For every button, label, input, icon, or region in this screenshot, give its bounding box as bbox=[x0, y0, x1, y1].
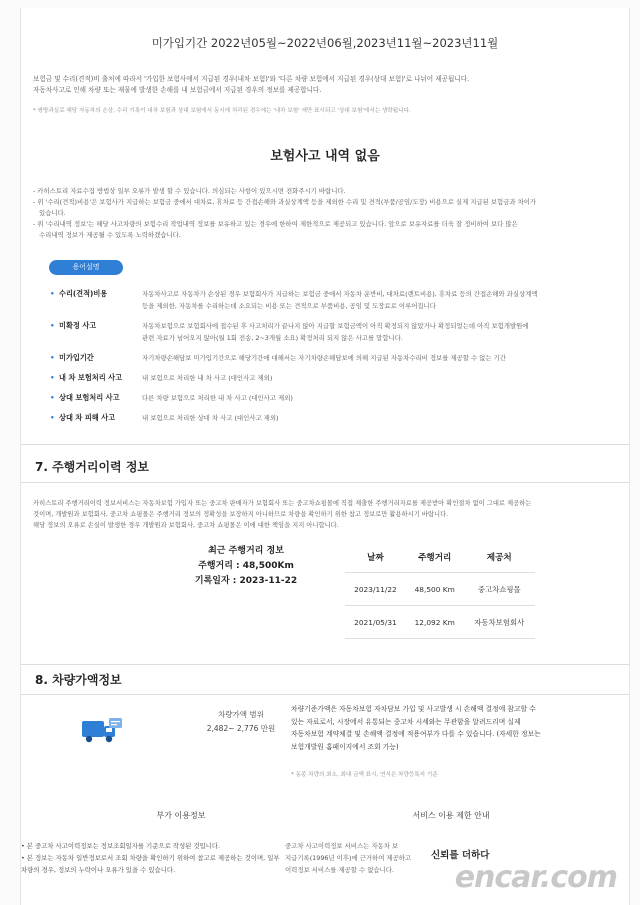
trust-slogan: 신뢰를 더하다 bbox=[431, 850, 490, 861]
service-limit-title: 서비스 이용 제한 안내 bbox=[412, 811, 490, 820]
recent-mileage-date: 기록일자 : 2023-11-22 bbox=[194, 576, 298, 586]
recent-mileage-value: 주행거리 : 48,500Km bbox=[198, 561, 294, 571]
note-item: 수리내역 정보가 제공될 수 있도록 노력하겠습니다. bbox=[39, 231, 181, 239]
table-cell: 12,092 Km bbox=[406, 606, 464, 639]
glossary-term: • 수리(견적)비용 bbox=[59, 288, 139, 300]
no-accident-history: 보험사고 내역 없음 bbox=[270, 149, 380, 164]
table-row bbox=[345, 573, 535, 606]
intro-text: 보험금 및 수리(견적)비 출처에 따라서 '가입한 보험사에서 지급된 경우(내차 보험)'와 '다른 차량 보험에서 지급된 경우(상대 보험)'로 나뉘어 제공됩니다. 자동차사고로 인해 차량 또는 재물에 발생한 손해를 내 보험금에서 지급된 경우의 정보를 제공합니다. bbox=[33, 75, 470, 94]
glossary-desc: 자기차량손해담보 미가입기간으로 해당기간에 대해서는 자기차량손해담보에 의해 지급된 자동차수리비 정보를 제공할 수 없는 기간 bbox=[142, 354, 506, 362]
table-header-row bbox=[345, 542, 535, 573]
glossary-term: • 상대 차 피해 사고 bbox=[59, 412, 139, 424]
price-range bbox=[181, 708, 301, 736]
table-row bbox=[345, 606, 535, 639]
section-divider bbox=[21, 482, 629, 483]
note-item: - 카히스토리 자료수집 방법상 일부 오류가 발생 할 수 있습니다. 의심되는 사항이 있으시면 전화주시기 바랍니다. bbox=[33, 187, 346, 195]
intro-footnote: * 쌍방과실로 해당 자동차의 손상, 수리 기록이 내차 보험과 상대 보험에서 동시에 처리된 경우에는 '내차 보험' 에만 표시되고 '상대 보험'에서는 생략됩니다. bbox=[33, 108, 411, 114]
glossary-desc: 내 보험으로 처리한 상대 차 사고 (대인사고 제외) bbox=[142, 414, 279, 422]
price-range-label: 차량가액 범위 bbox=[218, 710, 264, 719]
extra-info-text: • 본 중고차 사고이력정보는 정보조회일자를 기준으로 작성된 것입니다. • 본 정보는 자동차 일반정보로서 조회 차량을 확인하기 위하여 참고로 제공하는 것이며, 일부 차량의 경우, 정보의 누락이나 오류가 있을 수 있습니다. bbox=[21, 842, 280, 874]
glossary-desc: 자동차사고로 자동차가 손상된 경우 보험회사가 지급하는 보험금 중에서 자동차 운반비, 대차료(렌트비용), 휴차료 등의 간접손해와 과실상계액 등을 제외한, 자동차를 수리하는데 소요되는 비용 또는 견적으로 부품비용, 공임 및 도장료로 이루어집니다 bbox=[142, 290, 538, 310]
glossary-term: • 상대 보험처리 사고 bbox=[59, 392, 139, 404]
note-item: 있습니다. bbox=[39, 209, 66, 217]
glossary-desc: 내 보험으로 처리한 내 차 사고 (대인사고 제외) bbox=[142, 374, 273, 382]
section-divider bbox=[21, 694, 629, 695]
mileage-description: 카히스토리 주행거리이력 정보서비스는 자동차보험 가입자 또는 중고차 판매자가 보험회사 또는 중고차쇼핑몰에 직접 제출한 주행거리자료를 제공받아 확인절차 없이 그대로 제공하는 것이며, 개발원과 보험회사, 중고차 쇼핑몰은 주행거리 정보의 정확성을 보장하지 아니하므로 차량을 확인하기 위한 참고 정보로만 활용하시기 바랍니다. 해당 정보의 오류로 손실이 발생한 경우 개발원과 보험회사, 중고차 쇼핑몰은 이에 대한 책임을 지지 아니합니다. bbox=[33, 500, 532, 529]
glossary-term: • 미확정 사고 bbox=[59, 320, 139, 332]
glossary-desc: 다른 차량 보험으로 처리한 내 차 사고 (대인사고 제외) bbox=[142, 394, 293, 402]
encar-watermark: encar.com bbox=[454, 860, 617, 895]
price-description: 차량기준가액은 자동차보험 자차담보 가입 및 사고발생 시 손해액 결정에 참고할 수 있는 자료로서, 시장에서 유통되는 중고차 시세와는 무관함을 알려드리며 실제 자동차보험 계약체결 및 손해액 결정에 적용여부가 다를 수 있습니다. (자세한 정보는 보험개발원 홈페이지에서 조회 가능) bbox=[291, 705, 541, 751]
table-header: 날짜 bbox=[345, 542, 406, 573]
glossary-term: • 미가입기간 bbox=[59, 352, 139, 364]
recent-mileage-summary bbox=[171, 544, 321, 589]
truck-icon bbox=[81, 716, 123, 744]
table-cell: 자동차보험회사 bbox=[464, 606, 536, 639]
note-item: - 위 '수리(견적)비용'은 보험사가 지급하는 보험금 중에서 대차료, 휴차료 등 간접손해와 과실상계액 등을 제외한 수리 및 견적(부품/공임/도장) 비용으로 실제 지급된 보험금과 차이가 bbox=[33, 198, 537, 206]
price-section-title: 8. 차량가액정보 bbox=[35, 673, 122, 687]
price-range-value: 2,482~ 2,776 만원 bbox=[206, 724, 276, 733]
table-cell: 48,500 Km bbox=[406, 573, 464, 606]
price-footnote: * 동종 차량의 최소, 최대 금액 표시, 연식은 차량등록지 기준 bbox=[291, 772, 438, 778]
uninsured-period: 미가입기간 2022년05월~2022년06월,2023년11월~2023년11월 bbox=[151, 36, 499, 50]
service-limit-text: 중고차 사고이력정보 서비스는 자동차 보 지급기록(1996년 이후)에 근거하여 제공하고 이력정보 서비스를 제공할 수 없습니다. bbox=[285, 842, 412, 874]
table-cell: 2023/11/22 bbox=[345, 573, 406, 606]
table-cell: 2021/05/31 bbox=[345, 606, 406, 639]
notes-list bbox=[33, 186, 623, 241]
glossary-term: • 내 차 보험처리 사고 bbox=[59, 372, 139, 384]
table-cell: 중고차쇼핑몰 bbox=[464, 573, 536, 606]
report-page bbox=[20, 8, 630, 905]
section-divider bbox=[21, 444, 629, 445]
extra-info-title: 부가 이용정보 bbox=[156, 811, 206, 820]
glossary-button[interactable]: 용어설명 bbox=[49, 260, 123, 275]
mileage-table bbox=[345, 542, 535, 639]
note-item: - 위 '수리내역 정보'는 해당 사고차량의 보험수리 작업내역 정보를 보유하고 있는 경우에 한하여 제한적으로 제공되고 있습니다. 앞으로 보유자료를 더욱 잘 정비하여 보다 많은 bbox=[33, 220, 518, 228]
section-divider bbox=[21, 664, 629, 665]
table-header: 제공처 bbox=[464, 542, 536, 573]
table-header: 주행거리 bbox=[406, 542, 464, 573]
recent-mileage-title: 최근 주행거리 정보 bbox=[208, 546, 284, 556]
glossary-desc: 자동차보험으로 보험회사에 접수된 후 사고처리가 끝나지 않아 지급할 보험금액이 아직 확정되지 않았거나 확정되었는데 아직 보험개발원에 관련 자료가 넘어오지 않아(월 1회 전송, 2~3개월 소요) 확정처리 되지 않은 사고를 말합니다. bbox=[142, 322, 529, 342]
mileage-section-title: 7. 주행거리이력 정보 bbox=[35, 460, 150, 474]
